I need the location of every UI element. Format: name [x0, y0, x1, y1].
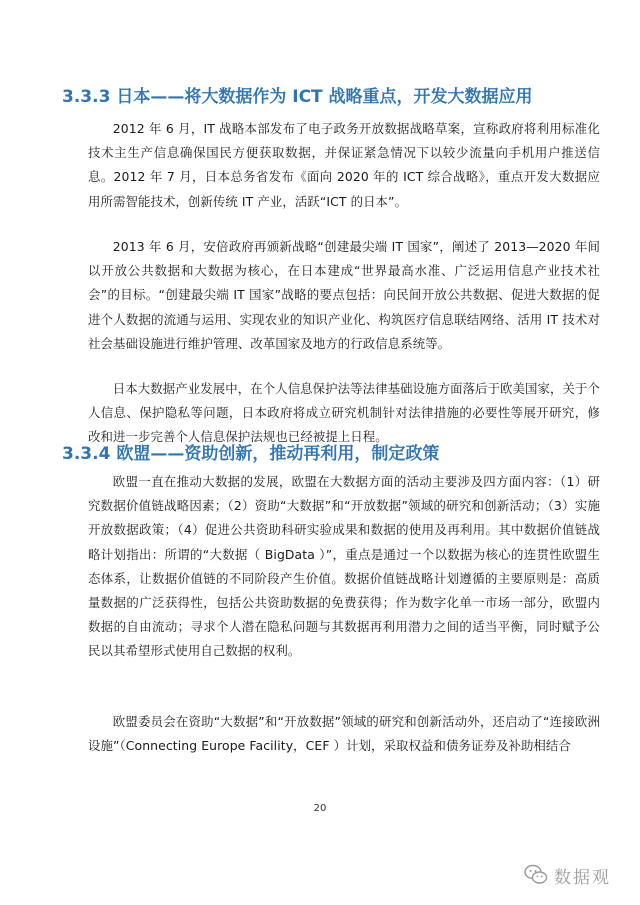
section-heading-eu: 3.3.4 欧盟——资助创新，推动再利用，制定政策 [62, 444, 440, 464]
watermark [524, 860, 634, 890]
wechat-icon [524, 864, 548, 886]
watermark-text: 数据观 [554, 867, 611, 888]
paragraph: 日本大数据产业发展中，在个人信息保护法等法律基础设施方面落后于欧美国家，关于个人信息、保护隐私等问题，日本政府将成立研究机制针对法律措施的必要性等展开研究，修改和进一步完善个人信息保护法规也已经被提上日程。 [88, 381, 600, 445]
section-heading-japan: 3.3.3 日本——将大数据作为 ICT 战略重点，开发大数据应用 [62, 87, 533, 107]
paragraph: 欧盟委员会在资助“大数据”和“开放数据”领域的研究和创新活动外，还启动了“连接欧洲设施”（Connecting Europe Facility，CEF ）计划，采取权益和债务证券及补助相结合 [88, 714, 600, 754]
paragraph: 2012 年 6 月，IT 战略本部发布了电子政务开放数据战略草案，宣称政府将利用标准化技术主生产信息确保国民方便获取数据，并保证紧急情况下以较少流量向手机用户推送信息。2012 年 7 月，日本总务省发布《面向 2020 年的 ICT 综合战略》，重点开发大数据应用所需智能技术，创新传统 IT 产业，活跃“ICT 的日本”。 [88, 121, 600, 209]
paragraph: 欧盟一直在推动大数据的发展，欧盟在大数据方面的活动主要涉及四方面内容：（1）研究数据价值链战略因素；（2）资助“大数据”和“开放数据”领域的研究和创新活动；（3）实施开放数据政策；（4）促进公共资助科研实验成果和数据的使用及再利用。其中数据价值链战略计划指出：所谓的“大数据（ BigData ）”，重点是通过一个以数据为核心的连贯性欧盟生态体系，让数据价值链的不同阶段产生价值。数据价值链战略计划遵循的主要原则是：高质量数据的广泛获得性，包括公共资助数据的免费获得；作为数字化单一市场一部分，欧盟内数据的自由流动；寻求个人潜在隐私问题与其数据再利用潜力之间的适当平衡，同时赋予公民以其希望形式使用自己数据的权利。 [88, 474, 600, 659]
page-number: 20 [313, 803, 327, 814]
paragraph: 2013 年 6 月，安倍政府再颁新战略“创建最尖端 IT 国家”，阐述了 2013—2020 年间以开放公共数据和大数据为核心，在日本建成“世界最高水准、广泛运用信息产业技术社会”的目标。“创建最尖端 IT 国家”战略的要点包括：向民间开放公共数据、促进大数据的促进个人数据的流通与运用、实现农业的知识产业化、构筑医疗信息联结网络、活用 IT 技术对社会基础设施进行维护管理、改革国家及地方的行政信息系统等。 [88, 239, 600, 351]
